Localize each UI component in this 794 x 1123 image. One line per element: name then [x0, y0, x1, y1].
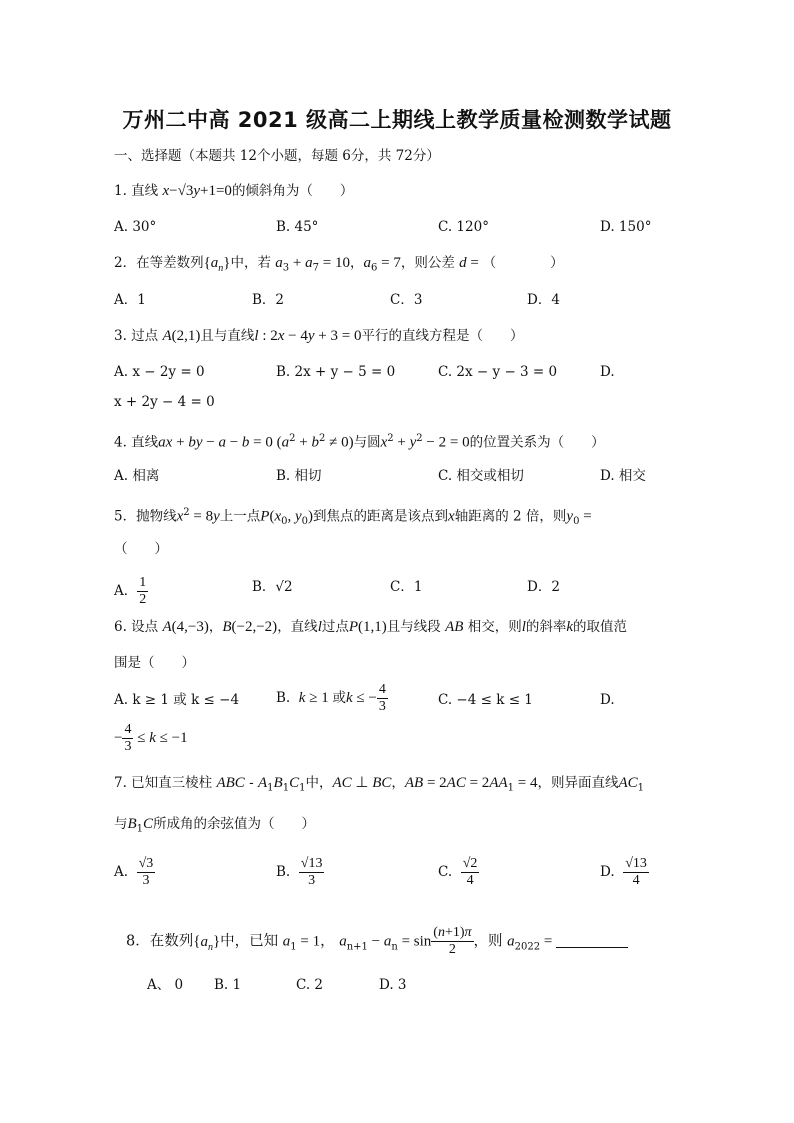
page-title: 万州二中高 2021 级高二上期线上教学质量检测数学试题: [122, 108, 672, 132]
question-3-option-b[interactable]: B. 2x + y − 5 = 0: [276, 364, 396, 380]
question-2-option-a[interactable]: A．1: [114, 292, 146, 308]
question-2-option-c[interactable]: C．3: [390, 292, 423, 308]
question-3-option-a[interactable]: A. x − 2y = 0: [114, 364, 205, 380]
question-1-option-a[interactable]: A. 30°: [114, 219, 157, 235]
question-5-stem-cont: （ ）: [114, 541, 168, 557]
question-1-option-c[interactable]: C. 120°: [438, 219, 489, 235]
question-7-stem-cont: 与$B_1C$所成角的余弦值为（ ）: [114, 816, 316, 835]
question-3-stem: 3. 过点 A(2,1)且与直线l : 2x − 4y + 3 = 0平行的直线方程是（ ）: [114, 328, 524, 344]
question-4-stem: 4. 直线ax + by − a − b = 0 $(a^2 + b^2 \ne 0)$与圆$x^2 + y^2 - 2 = 0$的位置关系为（ ）: [114, 433, 605, 451]
question-6-option-d-label[interactable]: D.: [600, 692, 615, 708]
question-7-stem: 7. 已知直三棱柱 ABC - $A_1B_1C_1$中，AC ⊥ BC，AB = $2AC = 2AA_1 = 4$，则异面直线$AC_1$: [114, 775, 645, 794]
question-6-option-a[interactable]: A. k ≥ 1 或 k ≤ −4: [114, 692, 240, 708]
question-7-option-b[interactable]: B. $\frac{√13}{3}$: [276, 856, 323, 888]
question-7-option-a[interactable]: A. $\frac{√3}{3}$: [114, 856, 154, 888]
question-5-option-d[interactable]: D．2: [527, 579, 560, 595]
question-6-stem: 6. 设点 A(4,−3)，B(−2,−2)，直线l过点P(1,1)且与线段 AB 相交，则l的斜率k的取值范: [114, 619, 628, 635]
question-6-option-c[interactable]: C. −4 ≤ k ≤ 1: [438, 692, 533, 708]
question-7-option-d[interactable]: D. $\frac{√13}{4}$: [600, 856, 647, 888]
question-8-option-d[interactable]: D. 3: [379, 977, 407, 993]
question-5-option-a[interactable]: A． $\frac{1}{2}$: [114, 575, 147, 607]
question-6-option-b[interactable]: B. k ≥ 1 或k ≤ − $\frac{4}{3}$: [276, 682, 386, 714]
question-4-option-a[interactable]: A. 相离: [114, 468, 160, 484]
question-3-option-c[interactable]: C. 2x − y − 3 = 0: [438, 364, 558, 380]
answer-blank[interactable]: [556, 933, 628, 948]
question-4-option-d[interactable]: D. 相交: [600, 468, 646, 484]
question-5-option-b[interactable]: B．√2: [252, 579, 293, 595]
question-4-option-c[interactable]: C. 相交或相切: [438, 468, 524, 484]
section-heading: 一、选择题（本题共 12个小题，每题 6分，共 72分）: [114, 148, 440, 164]
question-6-stem-cont: 围是（ ）: [114, 655, 195, 671]
question-8-stem: 8．在数列$\{a_n\}$中，已知 $a_1 = 1$， $a_{n+1} - a_n = \sin$ $\frac{(n+1)\pi}{2}$ ，则 $a_{2022}$ =: [126, 925, 628, 958]
question-5-option-c[interactable]: C．1: [390, 579, 423, 595]
question-1-stem: 1. 直线 x−√3y+1=0的倾斜角为（ ）: [114, 183, 354, 199]
question-2-stem: 2．在等差数列$\{a_n\}$中，若 $a_3 + a_7 = 10$，$a_6 = 7$，则公差 d = （ ）: [114, 255, 564, 274]
question-1-option-b[interactable]: B. 45°: [276, 219, 319, 235]
question-7-option-c[interactable]: C. $\frac{√2}{4}$: [438, 856, 478, 888]
question-6-option-d[interactable]: − $\frac{4}{3}$ ≤ k ≤ −1: [114, 722, 188, 754]
question-2-option-d[interactable]: D．4: [527, 292, 560, 308]
question-4-option-b[interactable]: B. 相切: [276, 468, 322, 484]
question-3-option-d[interactable]: x + 2y − 4 = 0: [114, 394, 215, 410]
question-2-option-b[interactable]: B．2: [252, 292, 285, 308]
question-8-option-a[interactable]: A、 0: [147, 977, 184, 993]
question-5-stem: 5．抛物线$x^2 = 8y$上一点$P(x_0$, $y_0$)到焦点的距离是该点到x轴距离的 2 倍，则$y_0$ =: [114, 507, 592, 528]
question-1-option-d[interactable]: D. 150°: [600, 219, 652, 235]
question-3-option-d-label[interactable]: D.: [600, 364, 615, 380]
question-8-option-b[interactable]: B. 1: [214, 977, 242, 993]
question-8-option-c[interactable]: C. 2: [296, 977, 324, 993]
